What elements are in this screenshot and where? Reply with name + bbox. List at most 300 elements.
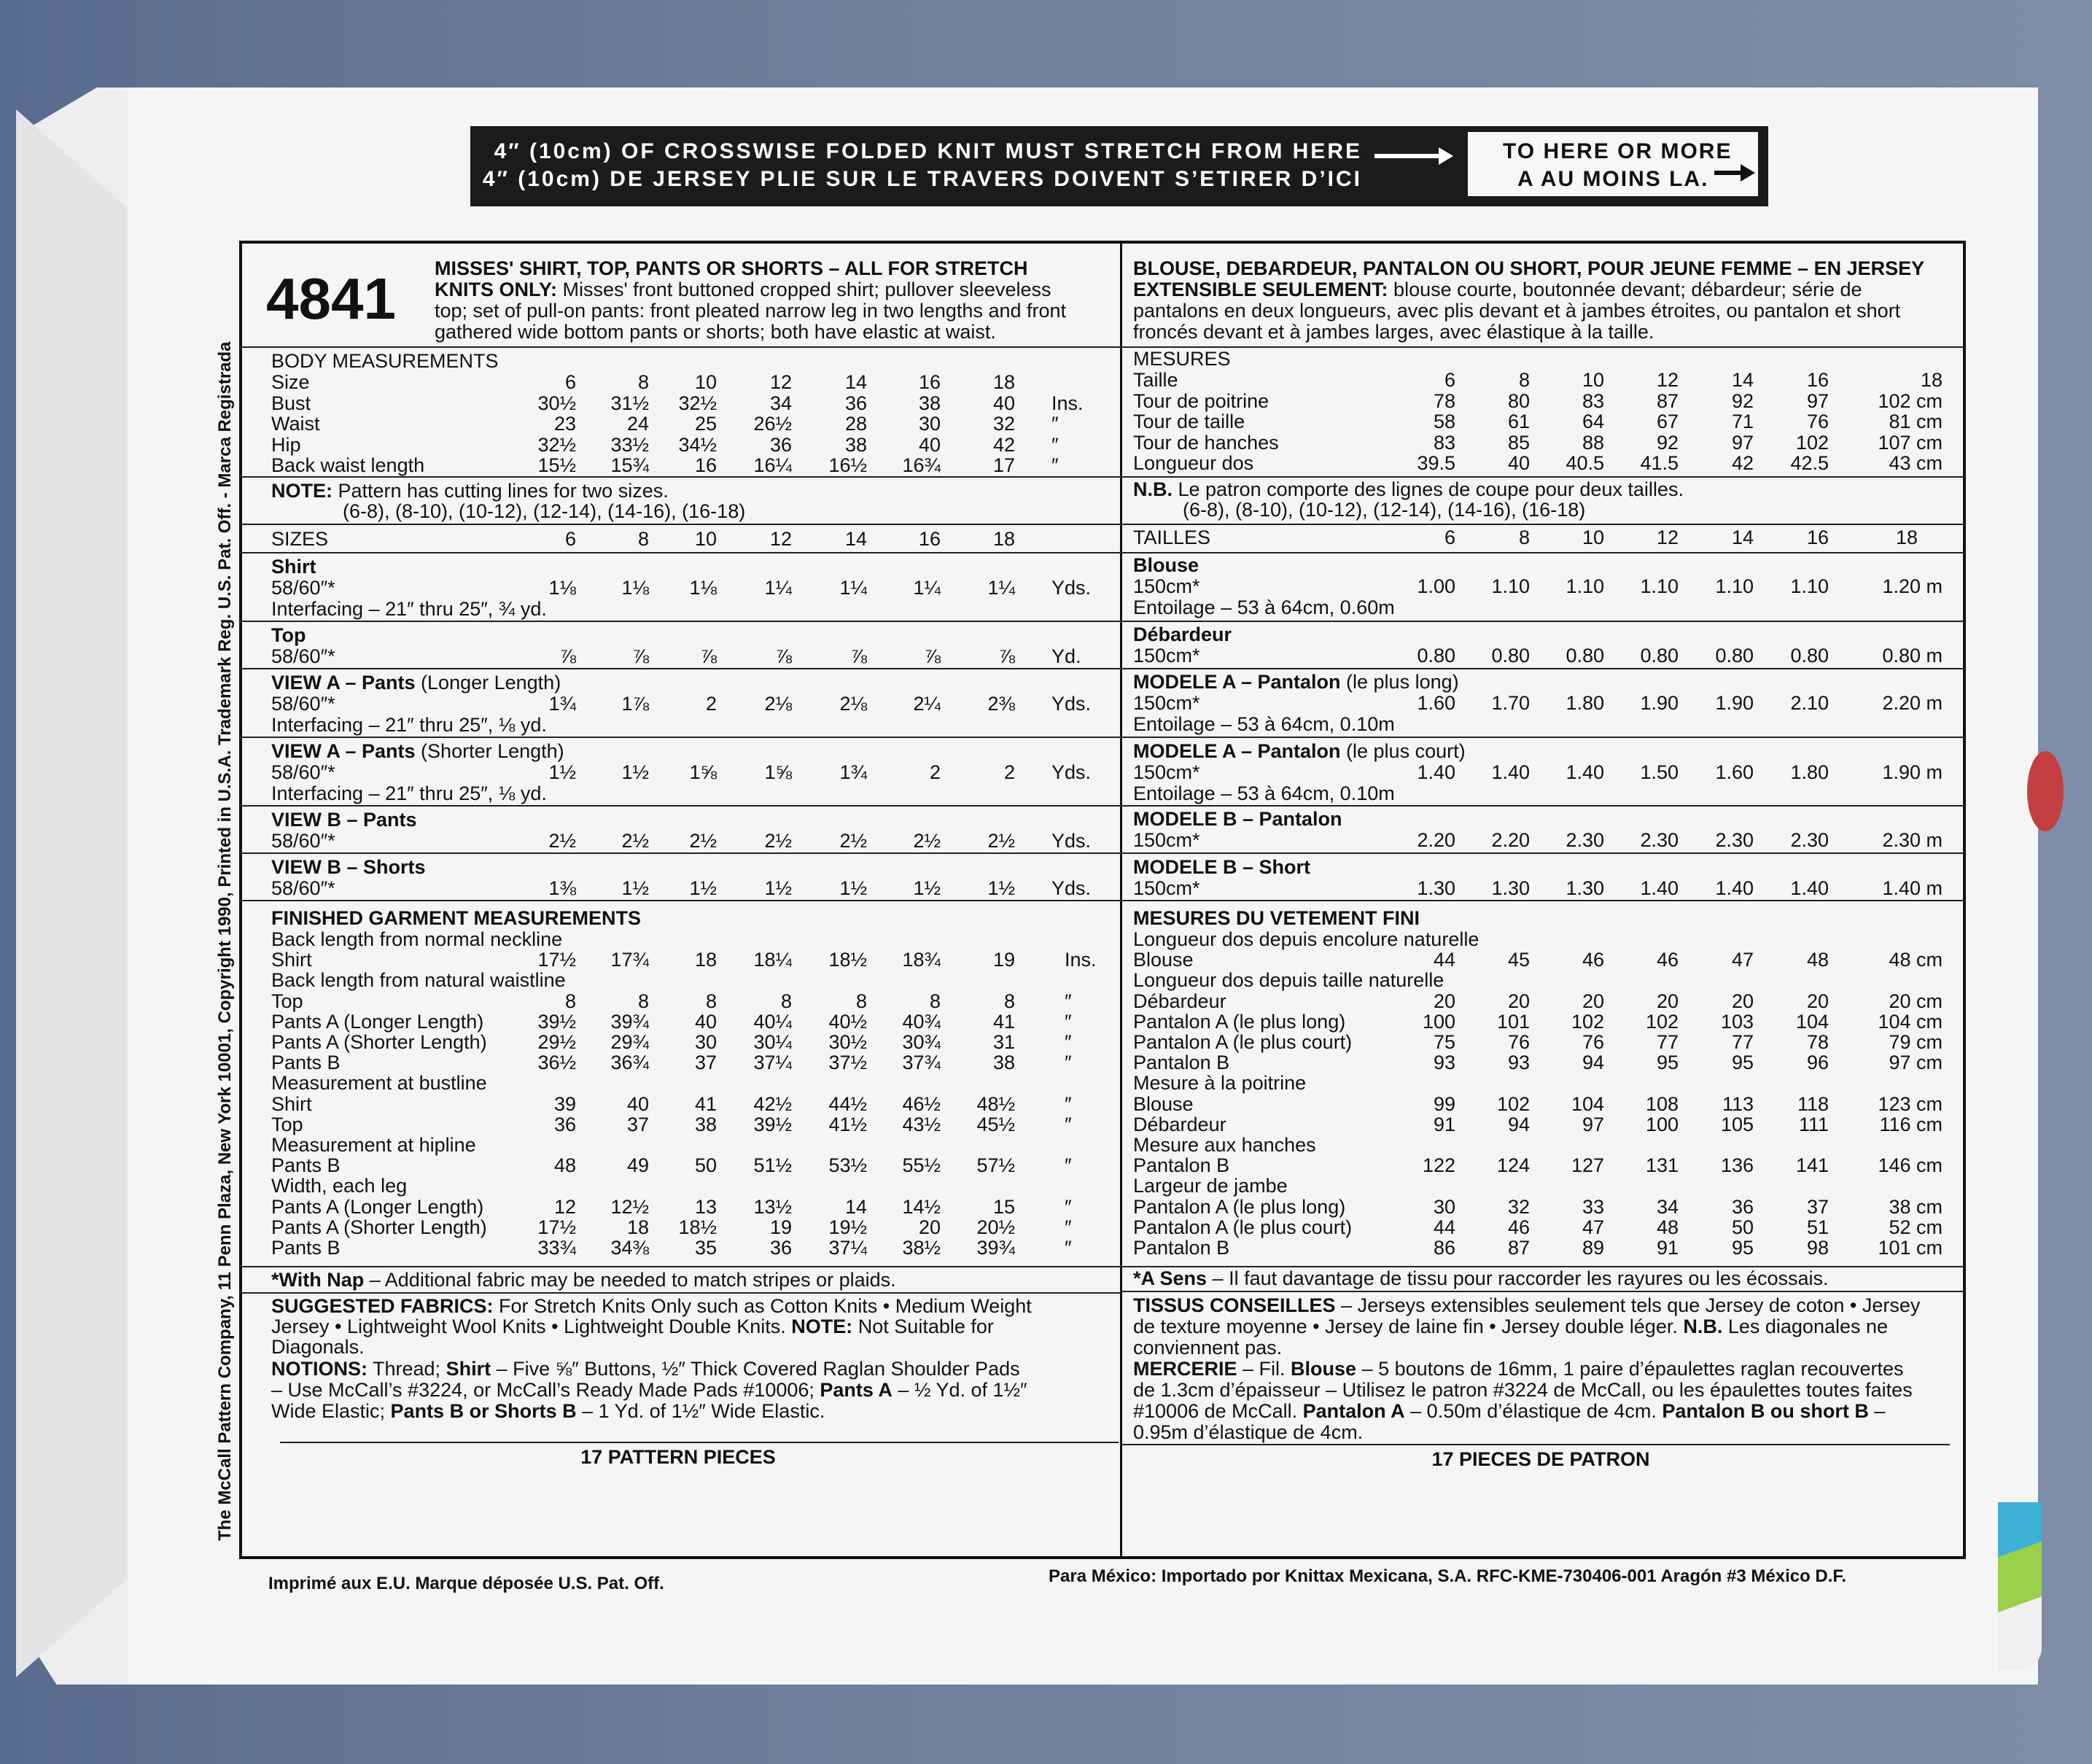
yardage-value-fr: 0.80 — [1417, 645, 1455, 667]
yardage-value-fr: 1.90 m — [1882, 761, 1943, 783]
yardage-title-fr — [1133, 672, 1459, 692]
body-row-value-fr: 78 — [1433, 389, 1455, 412]
finished-row-label: Pants A (Shorter Length) — [271, 1216, 487, 1238]
finished-row-value: 19 — [769, 1216, 792, 1238]
finished-header: FINISHED GARMENT MEASUREMENTS — [271, 907, 642, 929]
notions-line2-fr: de 1.3cm d’épaisseur – Utilisez le patron #3224 de McCall, ou les épaulettes toutes faites — [1133, 1379, 1913, 1401]
yardage-fabric-fr: 150cm* — [1133, 761, 1200, 783]
finished-row-value-fr: 98 — [1806, 1237, 1829, 1259]
finished-row-value: 30 — [694, 1031, 717, 1053]
body-row-value-fr: 83 — [1582, 389, 1604, 412]
finished-row-value: 19 — [992, 949, 1015, 971]
finished-row-value-fr: 20 — [1433, 990, 1455, 1012]
finished-row-value: 13 — [694, 1195, 717, 1218]
finished-row-label: Measurement at bustline — [271, 1072, 487, 1095]
finished-row-value: 43½ — [902, 1113, 941, 1135]
yardage-value-fr: 1.20 m — [1882, 575, 1943, 597]
yardage-value: 2⅛ — [764, 693, 792, 715]
body-row-label-fr: Longueur dos — [1133, 452, 1254, 474]
fabrics-line1-fr-part: – Jerseys extensibles seulement tels que Jersey de coton • Jersey — [1335, 1294, 1921, 1316]
finished-row-value-fr: 131 — [1645, 1154, 1679, 1177]
yardage-value-fr: 1.40 — [1715, 877, 1754, 899]
notions-line3-fr — [1133, 1402, 1885, 1421]
yardage-extra: Interfacing – 21″ thru 25″, ¾ yd. — [271, 598, 547, 620]
section-divider — [1122, 621, 1963, 622]
fabrics-line3-fr: conviennent pas. — [1133, 1337, 1283, 1359]
yardage-fabric: 58/60″* — [271, 761, 335, 783]
finished-row-value-fr: 77 — [1731, 1031, 1754, 1053]
body-row-unit: ″ — [1051, 433, 1059, 456]
body-row-value-fr: 40.5 — [1566, 452, 1604, 474]
nap-note — [271, 1270, 896, 1290]
title-en-line4: gathered wide bottom pants or shorts; both have elastic at waist. — [435, 321, 996, 343]
stretch-gauge — [470, 126, 1768, 206]
finished-row-value: 20½ — [976, 1216, 1015, 1238]
fabrics-line1-fr-part: TISSUS CONSEILLES — [1133, 1294, 1336, 1316]
yardage-extra: Interfacing – 21″ thru 25″, ⅛ yd. — [271, 782, 547, 804]
finished-row-unit: ″ — [1065, 1113, 1072, 1135]
arrow-right-icon — [1714, 171, 1742, 175]
stretch-target-box — [1466, 130, 1760, 198]
yardage-fabric-fr: 150cm* — [1133, 575, 1200, 597]
finished-row-value: 18 — [626, 1216, 649, 1238]
finished-row-value: 29½ — [537, 1031, 576, 1053]
finished-row-value: 36 — [769, 1237, 792, 1259]
finished-row-value-fr: 95 — [1731, 1052, 1754, 1074]
yardage-value-fr: 1.60 — [1715, 761, 1754, 783]
yardage-value-fr: 1.90 — [1640, 692, 1679, 714]
finished-row-label-fr: Largeur de jambe — [1133, 1175, 1288, 1197]
yardage-value: ⅞ — [700, 645, 717, 667]
finished-row-value: 18 — [694, 949, 717, 971]
yardage-value-fr: 1.70 — [1491, 692, 1530, 714]
fabrics-line2-part: Jersey • Lightweight Wool Knits • Lightweight Double Knits. — [271, 1316, 792, 1337]
sizes-header-value-fr: 18 — [1895, 527, 1918, 548]
body-row-value: 36 — [769, 433, 792, 456]
finished-row-value: 48 — [553, 1154, 576, 1177]
yardage-value-fr: 2.30 m — [1882, 829, 1943, 851]
pattern-pieces-count: 17 PATTERN PIECES — [580, 1446, 776, 1468]
finished-row-value-fr: 99 — [1433, 1092, 1455, 1115]
finished-row-value-fr: 86 — [1433, 1237, 1455, 1259]
finished-row-value: 45½ — [976, 1113, 1015, 1135]
finished-row-value: 12 — [553, 1195, 576, 1218]
body-row-value: 34½ — [678, 433, 717, 456]
body-row-value: 8 — [637, 371, 649, 393]
yardage-value: ⅞ — [924, 645, 941, 667]
yardage-title-fr-part: MODELE A – Pantalon — [1133, 671, 1341, 693]
yardage-title-fr — [1133, 556, 1199, 575]
yardage-value-fr: 0.80 — [1715, 645, 1754, 667]
finished-row-value: 8 — [929, 990, 941, 1012]
yardage-title-fr — [1133, 742, 1466, 761]
body-row-value: 23 — [553, 413, 576, 435]
yardage-unit: Yds. — [1051, 877, 1092, 899]
finished-row-value-fr: 47 — [1731, 949, 1754, 971]
note-line-fr-part: Le patron comporte des lignes de coupe pour deux tailles. — [1173, 478, 1684, 500]
yardage-value: 1⅝ — [689, 761, 717, 783]
yardage-fabric-fr: 150cm* — [1133, 829, 1200, 851]
yardage-value: 1¼ — [839, 577, 867, 599]
notions-line1-fr-part: MERCERIE — [1133, 1358, 1237, 1380]
body-row-value: 15¾ — [610, 454, 649, 476]
yardage-value: 2½ — [987, 830, 1015, 852]
title-fr-line2-part: EXTENSIBLE SEULEMENT: — [1133, 279, 1388, 300]
yardage-title-fr — [1133, 625, 1232, 645]
yardage-value: 2⅜ — [987, 693, 1015, 715]
body-row-value-fr: 76 — [1806, 411, 1829, 432]
body-row-value: 40 — [992, 392, 1015, 414]
yardage-value-fr: 1.60 — [1417, 692, 1455, 714]
section-divider — [242, 621, 1120, 622]
stretch-target-en: TO HERE OR MORE — [1503, 139, 1733, 163]
finished-row-value: 38½ — [902, 1237, 941, 1259]
body-row-value-fr: 16 — [1806, 369, 1829, 391]
finished-row-label-fr: Mesure à la poitrine — [1133, 1072, 1307, 1095]
finished-row-value: 17½ — [537, 1216, 576, 1238]
yardage-title-fr-part: Blouse — [1133, 554, 1199, 576]
finished-row-unit: ″ — [1065, 1237, 1072, 1259]
finished-row-value: 30¾ — [902, 1031, 941, 1053]
finished-row-value-fr: 123 cm — [1878, 1092, 1943, 1115]
note-sizes: (6-8), (8-10), (10-12), (12-14), (14-16), (16-18) — [343, 500, 746, 522]
finished-row-unit: Ins. — [1065, 949, 1097, 971]
section-divider — [1122, 1291, 1963, 1292]
finished-row-value-fr: 104 cm — [1878, 1010, 1943, 1033]
finished-row-value-fr: 89 — [1582, 1237, 1604, 1259]
note-line-part: Pattern has cutting lines for two sizes. — [333, 480, 669, 502]
body-row-value-fr: 12 — [1656, 369, 1679, 391]
section-divider — [1122, 346, 1963, 348]
body-row-unit: ″ — [1051, 454, 1059, 476]
finished-row-label-fr: Pantalon A (le plus court) — [1133, 1031, 1353, 1053]
body-row-value-fr: 102 — [1795, 431, 1829, 454]
finished-row-label-fr: Pantalon B — [1133, 1237, 1230, 1259]
finished-row-value: 8 — [855, 990, 867, 1012]
body-row-value: 17 — [992, 454, 1015, 476]
body-row-value-fr: 14 — [1731, 369, 1754, 391]
yardage-value: 1¼ — [764, 577, 792, 599]
yardage-value: 1⅛ — [689, 577, 717, 599]
section-divider — [242, 668, 1120, 669]
finished-row-value: 38 — [694, 1113, 717, 1135]
section-divider — [1122, 737, 1963, 738]
finished-row-unit: ″ — [1065, 1154, 1072, 1177]
finished-row-value: 40½ — [828, 1010, 867, 1033]
sizes-header-value: 16 — [918, 528, 941, 550]
finished-row-value: 36¾ — [610, 1052, 649, 1074]
yardage-title-fr — [1133, 858, 1310, 877]
section-divider — [242, 476, 1120, 478]
sizes-header-label-fr: TAILLES — [1133, 527, 1211, 548]
pattern-pieces-count-fr: 17 PIECES DE PATRON — [1431, 1448, 1650, 1470]
finished-row-label: Pants B — [271, 1237, 341, 1259]
finished-row-value: 14½ — [902, 1195, 941, 1218]
finished-row-value-fr: 136 — [1720, 1154, 1754, 1177]
finished-row-value: 41½ — [828, 1113, 867, 1135]
body-row-value-fr: 42 — [1731, 452, 1754, 474]
section-divider — [1122, 900, 1963, 901]
yardage-value-fr: 1.90 — [1715, 692, 1754, 714]
notions-line2-part: – ½ Yd. of 1½″ — [892, 1379, 1027, 1401]
notions-line3 — [271, 1402, 825, 1421]
yardage-value-fr: 2.20 — [1491, 829, 1530, 851]
yardage-value-fr: 1.10 — [1566, 575, 1604, 597]
finished-row-value: 40 — [694, 1010, 717, 1033]
title-en-line1: MISSES' SHIRT, TOP, PANTS OR SHORTS – ALL FOR STRETCH — [435, 257, 1028, 279]
finished-row-value: 39½ — [753, 1113, 792, 1135]
finished-row-value: 39¾ — [610, 1010, 649, 1033]
finished-row-value-fr: 45 — [1507, 949, 1530, 971]
notions-line3-fr-part: – 0.50m d’élastique de 4cm. — [1404, 1400, 1663, 1422]
section-divider — [1122, 552, 1963, 553]
finished-row-label-fr: Longueur dos depuis encolure naturelle — [1133, 928, 1479, 950]
yardage-extra-fr: Entoilage – 53 à 64cm, 0.60m — [1133, 597, 1395, 618]
yardage-value-fr: 1.50 — [1640, 761, 1679, 783]
body-row-value: 16¾ — [902, 454, 941, 476]
yardage-value-fr: 1.10 — [1491, 575, 1530, 597]
notions-line4-fr: 0.95m d’élastique de 4cm. — [1133, 1421, 1364, 1443]
yardage-title-part: Top — [271, 624, 306, 646]
yardage-title-fr-part: MODELE B – Pantalon — [1133, 808, 1342, 830]
yardage-value: 1¼ — [987, 577, 1015, 599]
finished-row-value: 44½ — [828, 1092, 867, 1115]
section-divider — [1122, 852, 1963, 854]
section-divider — [1122, 524, 1963, 525]
yardage-value: 2 — [929, 761, 941, 783]
note-line-part: NOTE: — [271, 480, 333, 502]
body-row-value: 25 — [694, 413, 717, 435]
finished-row-label: Back length from normal neckline — [271, 928, 563, 950]
body-row-label: Size — [271, 371, 310, 393]
yardage-value: 1½ — [764, 877, 792, 899]
finished-row-value: 13½ — [753, 1195, 792, 1218]
notions-line2-part: – Use McCall’s #3224, or McCall’s Ready Made Pads #10006; — [271, 1379, 820, 1401]
body-row-value: 40 — [918, 433, 941, 456]
body-row-value: 16½ — [828, 454, 867, 476]
body-row-value-fr: 43 cm — [1889, 452, 1943, 474]
finished-row-unit: ″ — [1065, 990, 1072, 1012]
arrow-right-icon — [1374, 154, 1440, 158]
finished-row-value-fr: 91 — [1656, 1237, 1679, 1259]
finished-row-value-fr: 46 — [1507, 1216, 1530, 1238]
finished-row-value-fr: 101 cm — [1878, 1237, 1943, 1259]
section-divider — [242, 737, 1120, 738]
finished-row-value-fr: 101 — [1496, 1010, 1530, 1033]
finished-row-value: 38 — [992, 1052, 1015, 1074]
body-row-label-fr: Tour de poitrine — [1133, 389, 1269, 412]
finished-row-value-fr: 127 — [1571, 1154, 1604, 1177]
finished-row-value-fr: 20 — [1582, 990, 1604, 1012]
yardage-title-part: VIEW A – Pants — [271, 740, 416, 762]
notions-line1-fr-part: Blouse — [1291, 1358, 1357, 1380]
finished-row-value-fr: 122 — [1422, 1154, 1455, 1177]
notions-line1-part: – Five ⅝″ Buttons, ½″ Thick Covered Raglan Shoulder Pads — [491, 1358, 1020, 1380]
nap-note-fr — [1133, 1269, 1829, 1289]
finished-row-value-fr: 44 — [1433, 1216, 1455, 1238]
body-row-value-fr: 42.5 — [1790, 452, 1829, 474]
body-row-label: Back waist length — [271, 454, 425, 476]
finished-row-value: 36 — [553, 1113, 576, 1135]
finished-row-value-fr: 93 — [1507, 1052, 1530, 1074]
pattern-number: 4841 — [266, 266, 396, 331]
finished-row-value-fr: 30 — [1433, 1195, 1455, 1218]
finished-row-value-fr: 48 cm — [1889, 949, 1943, 971]
body-row-value-fr: 41.5 — [1640, 452, 1679, 474]
finished-row-value-fr: 102 — [1496, 1092, 1530, 1115]
yardage-value: 1⅛ — [621, 577, 649, 599]
yardage-value-fr: 1.40 m — [1882, 877, 1943, 899]
section-divider — [242, 900, 1120, 901]
finished-row-value-fr: 113 — [1722, 1092, 1754, 1115]
yardage-value: 1⅜ — [548, 877, 576, 899]
fabrics-line2-fr-part: de texture moyenne • Jersey de laine fin • Jersey double léger. — [1133, 1316, 1684, 1337]
body-row-value: 30½ — [537, 392, 576, 414]
note-sizes-fr: (6-8), (8-10), (10-12), (12-14), (14-16), (16-18) — [1183, 499, 1586, 521]
body-row-value: 42 — [992, 433, 1015, 456]
yardage-title — [271, 626, 306, 645]
finished-row-value: 35 — [694, 1237, 717, 1259]
finished-row-value-fr: 20 — [1656, 990, 1679, 1012]
finished-row-value: 40¼ — [753, 1010, 792, 1033]
finished-row-unit: ″ — [1065, 1010, 1072, 1033]
finished-row-label-fr: Pantalon A (le plus long) — [1133, 1195, 1346, 1218]
finished-row-value-fr: 100 — [1422, 1010, 1455, 1033]
yardage-value: 1¼ — [913, 577, 941, 599]
yardage-value-fr: 1.40 — [1790, 877, 1829, 899]
yardage-value-fr: 0.80 — [1790, 645, 1829, 667]
body-row-label: Hip — [271, 433, 301, 456]
finished-row-label-fr: Débardeur — [1133, 1113, 1226, 1135]
yardage-value: 1½ — [621, 761, 649, 783]
finished-row-label-fr: Pantalon A (le plus court) — [1133, 1216, 1353, 1238]
body-row-value: 38 — [844, 433, 867, 456]
finished-row-value-fr: 91 — [1433, 1113, 1455, 1135]
finished-row-label-fr: Pantalon B — [1133, 1052, 1230, 1074]
body-row-value: 24 — [626, 413, 649, 435]
finished-header-fr: MESURES DU VETEMENT FINI — [1133, 907, 1420, 929]
pieces-divider — [1122, 1444, 1950, 1445]
yardage-unit: Yd. — [1051, 645, 1081, 667]
body-row-value: 6 — [564, 371, 576, 393]
body-row-value: 16 — [918, 371, 941, 393]
red-corner-mark — [2027, 751, 2064, 831]
title-fr-line2 — [1133, 280, 1862, 300]
finished-row-value-fr: 48 — [1656, 1216, 1679, 1238]
finished-row-value-fr: 46 — [1656, 949, 1679, 971]
notions-line2-part: Pants A — [820, 1379, 893, 1401]
yardage-value: ⅞ — [559, 645, 576, 667]
finished-row-label: Pants B — [271, 1052, 341, 1074]
body-row-unit: ″ — [1051, 413, 1059, 435]
yardage-fabric: 58/60″* — [271, 645, 335, 667]
body-row-label: Waist — [271, 413, 320, 435]
finished-row-value-fr: 116 cm — [1879, 1113, 1943, 1135]
yardage-value-fr: 0.80 — [1566, 645, 1604, 667]
notions-line3-part: Pants B or Shorts B — [390, 1400, 577, 1422]
fabrics-line2 — [271, 1317, 994, 1337]
notions-line3-part: – 1 Yd. of 1½″ Wide Elastic. — [576, 1400, 825, 1422]
yardage-fabric: 58/60″* — [271, 877, 335, 899]
body-row-value: 15½ — [537, 454, 576, 476]
body-row-value: 32½ — [678, 392, 717, 414]
body-row-value: 26½ — [753, 413, 792, 435]
body-row-value-fr: 10 — [1582, 369, 1604, 391]
finished-row-value-fr: 37 — [1806, 1195, 1829, 1218]
body-row-value-fr: 67 — [1656, 411, 1679, 432]
yardage-value-fr: 2.30 — [1790, 829, 1829, 851]
yardage-title — [271, 557, 316, 577]
yardage-value: 2½ — [913, 830, 941, 852]
title-en-line3: top; set of pull-on pants: front pleated narrow leg in two lengths and front — [435, 300, 1067, 322]
yardage-extra-fr: Entoilage – 53 à 64cm, 0.10m — [1133, 782, 1395, 804]
yardage-value-fr: 1.40 — [1491, 761, 1530, 783]
finished-row-label-fr: Blouse — [1133, 949, 1194, 971]
finished-row-value: 39 — [553, 1092, 576, 1115]
finished-row-value-fr: 51 — [1806, 1216, 1829, 1238]
body-row-value-fr: 58 — [1433, 411, 1455, 432]
finished-row-value: 8 — [564, 990, 576, 1012]
section-divider — [1122, 476, 1963, 478]
yardage-value-fr: 1.80 — [1790, 761, 1829, 783]
sizes-header-value-fr: 12 — [1656, 527, 1679, 548]
sizes-header-value-fr: 6 — [1444, 527, 1455, 548]
finished-row-value-fr: 87 — [1507, 1237, 1530, 1259]
yardage-value: ⅞ — [998, 645, 1015, 667]
section-divider — [242, 1292, 1120, 1294]
yardage-title-part: (Shorter Length) — [415, 740, 564, 762]
sizes-header-value: 8 — [637, 528, 649, 550]
yardage-value-fr: 1.40 — [1417, 761, 1455, 783]
section-divider — [242, 524, 1120, 525]
finished-row-value-fr: 34 — [1656, 1195, 1679, 1218]
body-row-value: 31½ — [610, 392, 649, 414]
finished-row-value: 39¾ — [976, 1237, 1015, 1259]
yardage-value-fr: 2.30 — [1715, 829, 1754, 851]
envelope-left-flap — [16, 109, 140, 1677]
finished-row-value: 50 — [694, 1154, 717, 1177]
yardage-value-fr: 2.20 m — [1882, 692, 1943, 714]
fabrics-line2-fr-part: Les diagonales ne — [1722, 1316, 1889, 1337]
finished-row-value: 39½ — [537, 1010, 576, 1033]
fabrics-line2-fr-part: N.B. — [1683, 1316, 1723, 1337]
title-en-line2-part: Misses' front buttoned cropped shirt; pullover sleeveless — [557, 279, 1051, 300]
body-row-value-fr: 102 cm — [1878, 389, 1943, 412]
body-row-label-fr: Taille — [1133, 369, 1178, 391]
yardage-value-fr: 2.30 — [1566, 829, 1604, 851]
fabrics-line1-part: For Stretch Knits Only such as Cotton Knits • Medium Weight — [493, 1295, 1032, 1317]
yardage-title-part: VIEW B – Shorts — [271, 856, 426, 878]
finished-row-value: 8 — [780, 990, 792, 1012]
body-row-value-fr: 92 — [1656, 431, 1679, 454]
note-line — [271, 481, 669, 501]
body-row-value-fr: 87 — [1656, 389, 1679, 412]
finished-row-value: 37¼ — [753, 1052, 792, 1074]
nap-note-part: *With Nap — [271, 1269, 365, 1291]
finished-row-value-fr: 52 cm — [1889, 1216, 1943, 1238]
yardage-value: 1⅞ — [621, 693, 649, 715]
body-row-value-fr: 71 — [1731, 411, 1754, 432]
sizes-header-value: 18 — [992, 528, 1015, 550]
body-row-label-fr: Tour de hanches — [1133, 431, 1279, 454]
title-fr-line1: BLOUSE, DEBARDEUR, PANTALON OU SHORT, POUR JEUNE FEMME – EN JERSEY — [1133, 257, 1925, 279]
yardage-fabric-fr: 150cm* — [1133, 877, 1200, 899]
yardage-value-fr: 1.30 — [1566, 877, 1604, 899]
notions-line3-fr-part: Pantalon B ou short B — [1662, 1400, 1869, 1422]
finished-row-label-fr: Débardeur — [1133, 990, 1226, 1012]
notions-line2 — [271, 1380, 1027, 1400]
body-row-value: 14 — [844, 371, 867, 393]
